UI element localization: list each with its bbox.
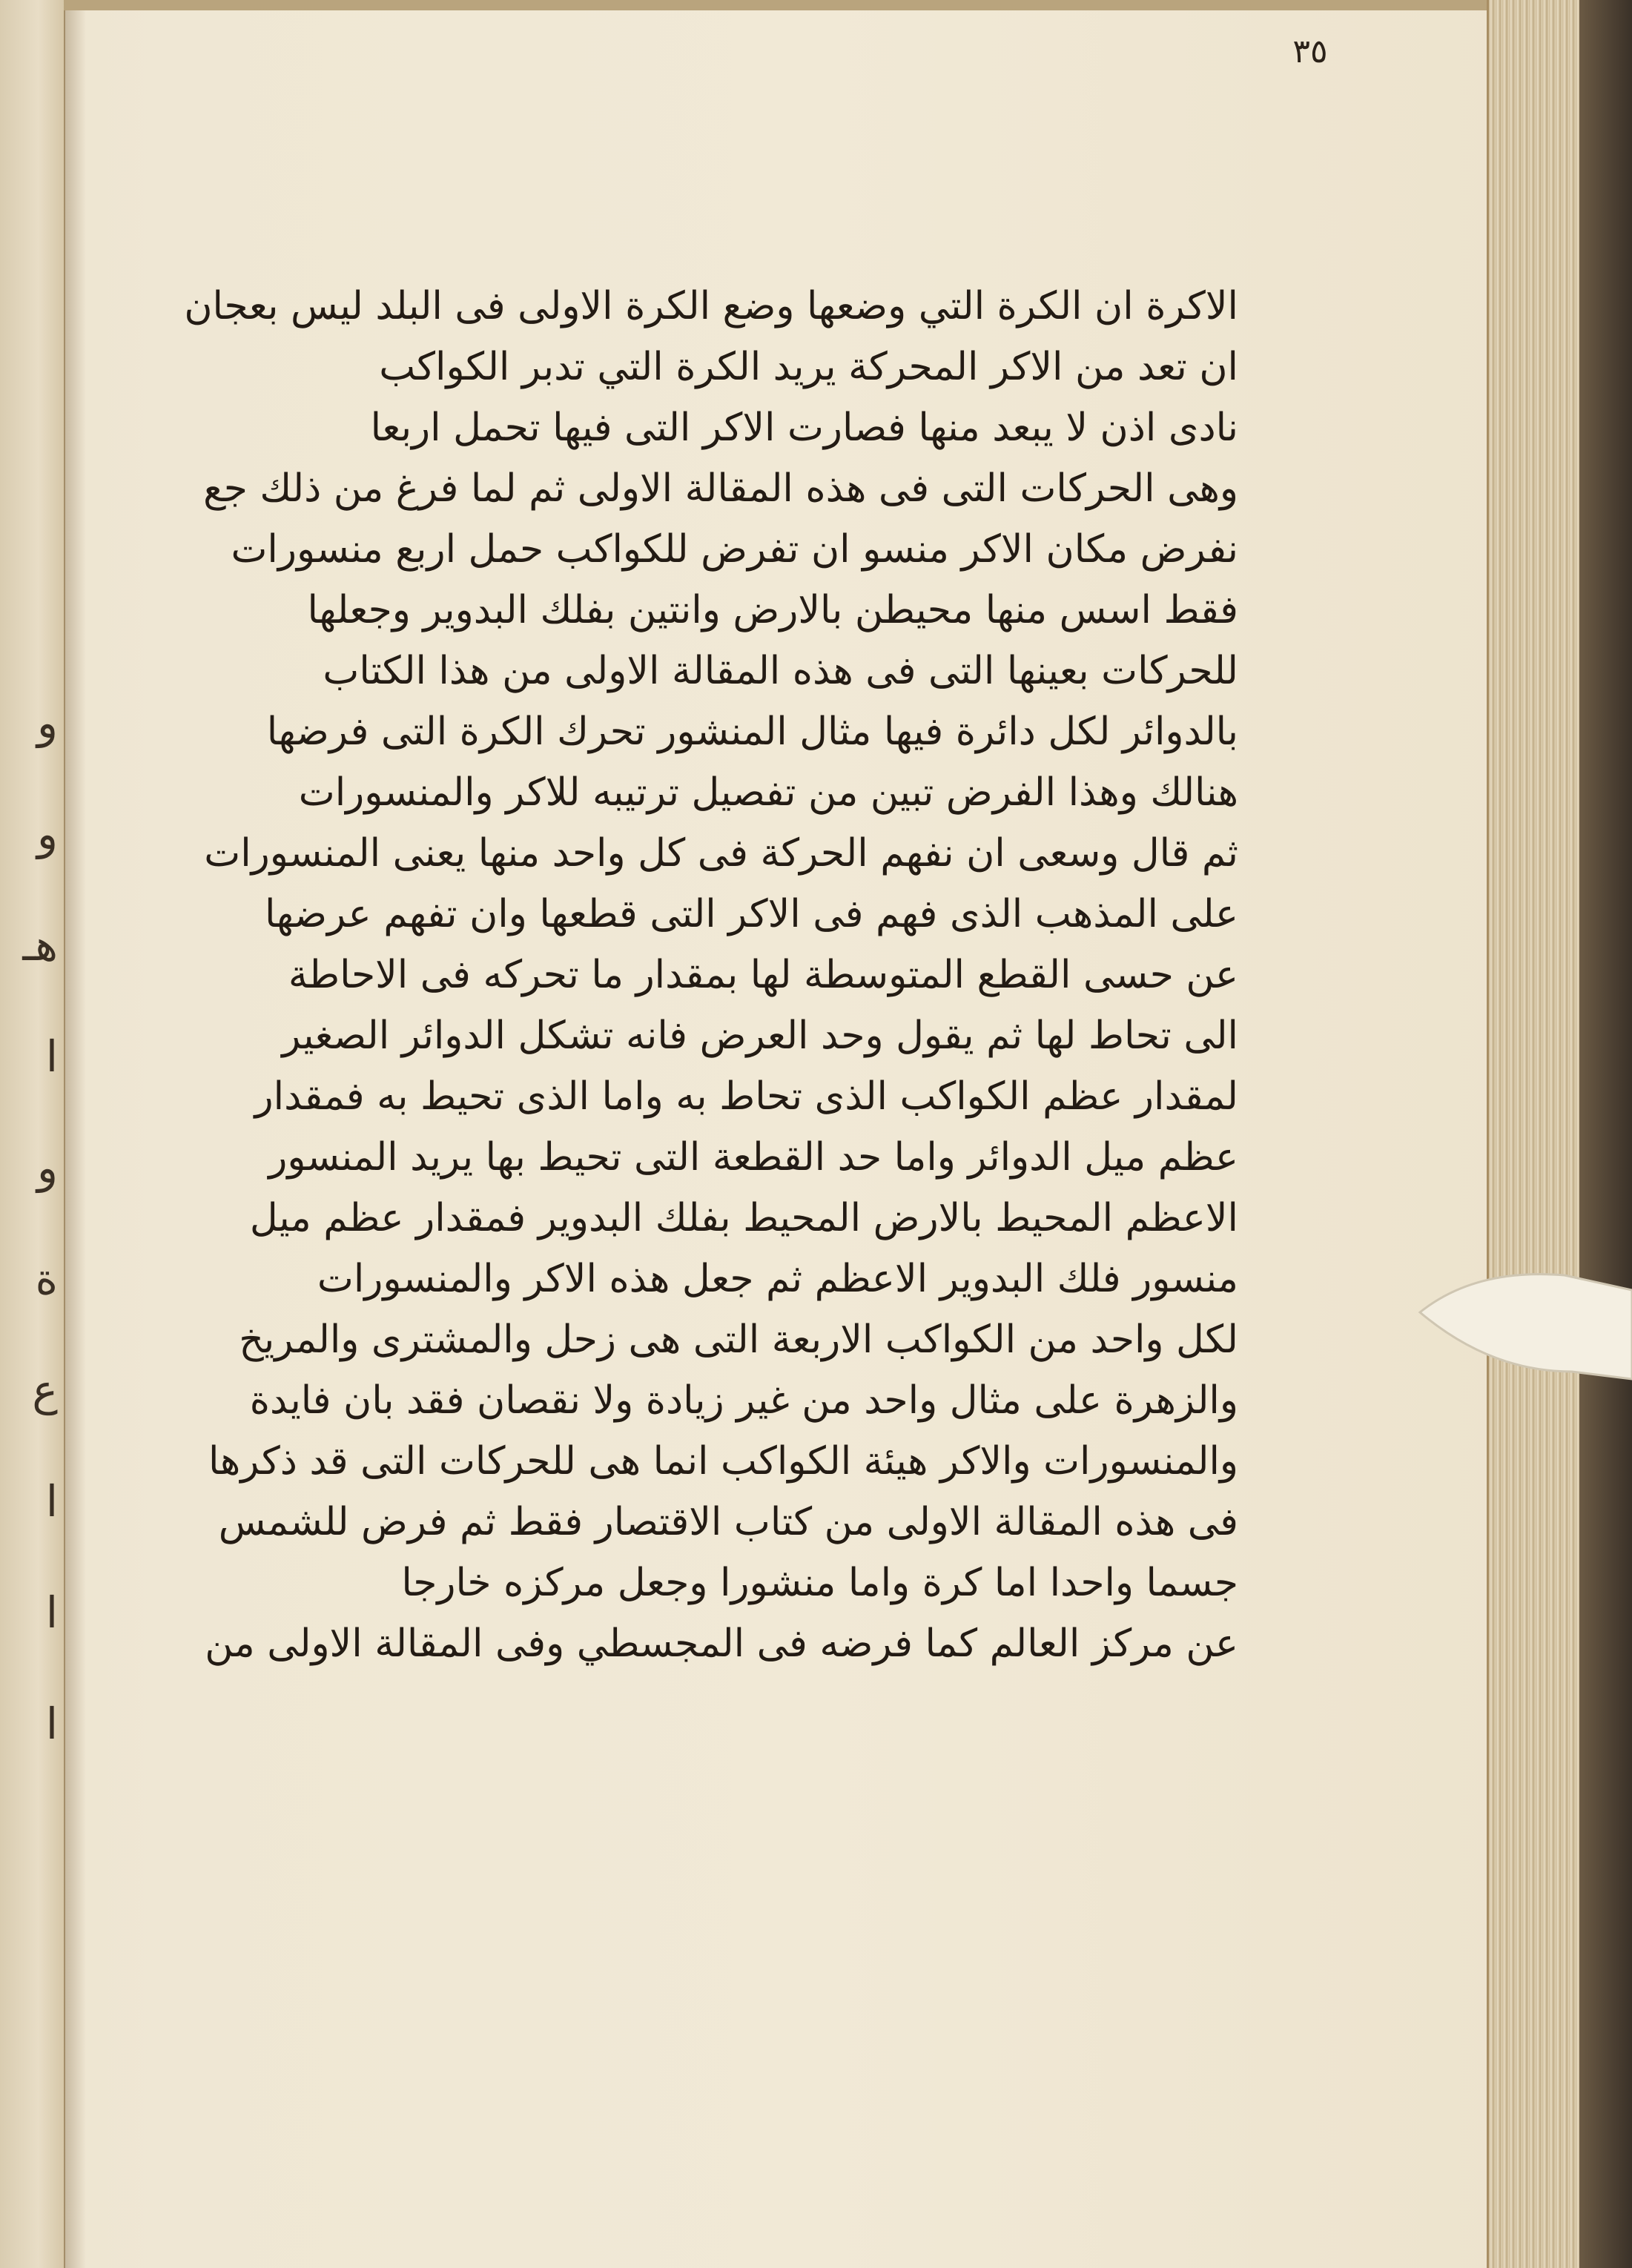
text-line: على المذهب الذى فهم فى الاكر التى قطعها وان تفهم عرضها — [265, 892, 1238, 936]
left-margin-glyph: ا — [45, 1476, 58, 1527]
left-margin-glyph: ة — [35, 1254, 58, 1304]
text-line: الى تحاط لها ثم يقول وحد العرض فانه تشكل الدوائر الصغير — [282, 1014, 1238, 1058]
text-line: عن مركز العالم كما فرضه فى المجسطي وفى المقالة الاولى من — [205, 1621, 1238, 1666]
text-line: نفرض مكان الاكر منسو ان تفرض للكواكب حمل اربع منسورات — [231, 527, 1238, 572]
left-margin-glyph: ع — [32, 1365, 58, 1415]
left-page-edge — [0, 0, 65, 2268]
text-line: للحركات بعينها التى فى هذه المقالة الاولى من هذا الكتاب — [323, 649, 1238, 693]
left-margin-glyph: ا — [45, 1587, 58, 1638]
text-line: ثم قال وسعى ان نفهم الحركة فى كل واحد منها يعنى المنسورات — [204, 831, 1238, 876]
left-margin-glyph: هـ — [22, 920, 58, 971]
text-line: والزهرة على مثال واحد من غير زيادة ولا نقصان فقد بان فايدة — [249, 1378, 1238, 1423]
text-line: فى هذه المقالة الاولى من كتاب الاقتصار فقط ثم فرض للشمس — [218, 1500, 1238, 1544]
left-page-margin-text — [6, 667, 58, 2150]
left-margin-glyph: ا — [45, 1699, 58, 1749]
text-line: ان تعد من الاكر المحركة يريد الكرة التي تدبر الكواكب — [379, 345, 1238, 389]
text-line: فقط اسس منها محيطن بالارض وانتين بفلك البدوير وجعلها — [307, 588, 1238, 632]
text-line: وهى الحركات التى فى هذه المقالة الاولى ثم لما فرغ من ذلك جع — [203, 466, 1238, 511]
manuscript-text-block — [104, 282, 1238, 1965]
text-line: الاكرة ان الكرة التي وضعها وضع الكرة الاولى فى البلد ليس بعجان — [184, 284, 1238, 328]
book-cover-edge — [1579, 0, 1632, 2268]
left-margin-glyph: و — [36, 698, 58, 748]
left-margin-glyph: ا — [45, 1031, 58, 1082]
text-line: منسور فلك البدوير الاعظم ثم جعل هذه الاكر والمنسورات — [317, 1257, 1238, 1301]
page-top-edge — [64, 0, 1487, 10]
text-line: هنالك وهذا الفرض تبين من تفصيل ترتيبه للاكر والمنسورات — [298, 770, 1238, 815]
bookmark-slip-icon — [1416, 1260, 1632, 1394]
text-line: لمقدار عظم الكواكب الذى تحاط به واما الذى تحيط به فمقدار — [254, 1074, 1238, 1119]
gutter-shadow — [64, 0, 86, 2268]
folio-number: ٣٥ — [1292, 33, 1328, 70]
left-margin-glyph: و — [36, 809, 58, 859]
text-line: لكل واحد من الكواكب الاربعة التى هى زحل والمشترى والمريخ — [239, 1318, 1238, 1362]
text-line: الاعظم المحيط بالارض المحيط بفلك البدوير فمقدار عظم ميل — [249, 1196, 1238, 1240]
text-line: بالدوائر لكل دائرة فيها مثال المنشور تحرك الكرة التى فرضها — [266, 710, 1238, 754]
text-line: نادى اذن لا يبعد منها فصارت الاكر التى فيها تحمل اربعا — [370, 406, 1238, 450]
text-line: جسما واحدا اما كرة واما منشورا وجعل مركزه خارجا — [401, 1561, 1238, 1605]
left-margin-glyph: و — [36, 1143, 58, 1193]
text-line: عظم ميل الدوائر واما حد القطعة التى تحيط بها يريد المنسور — [268, 1135, 1238, 1180]
text-line: عن حسى القطع المتوسطة لها بمقدار ما تحركه فى الاحاطة — [288, 953, 1238, 997]
text-line: والمنسورات والاكر هيئة الكواكب انما هى للحركات التى قد ذكرها — [208, 1439, 1238, 1484]
